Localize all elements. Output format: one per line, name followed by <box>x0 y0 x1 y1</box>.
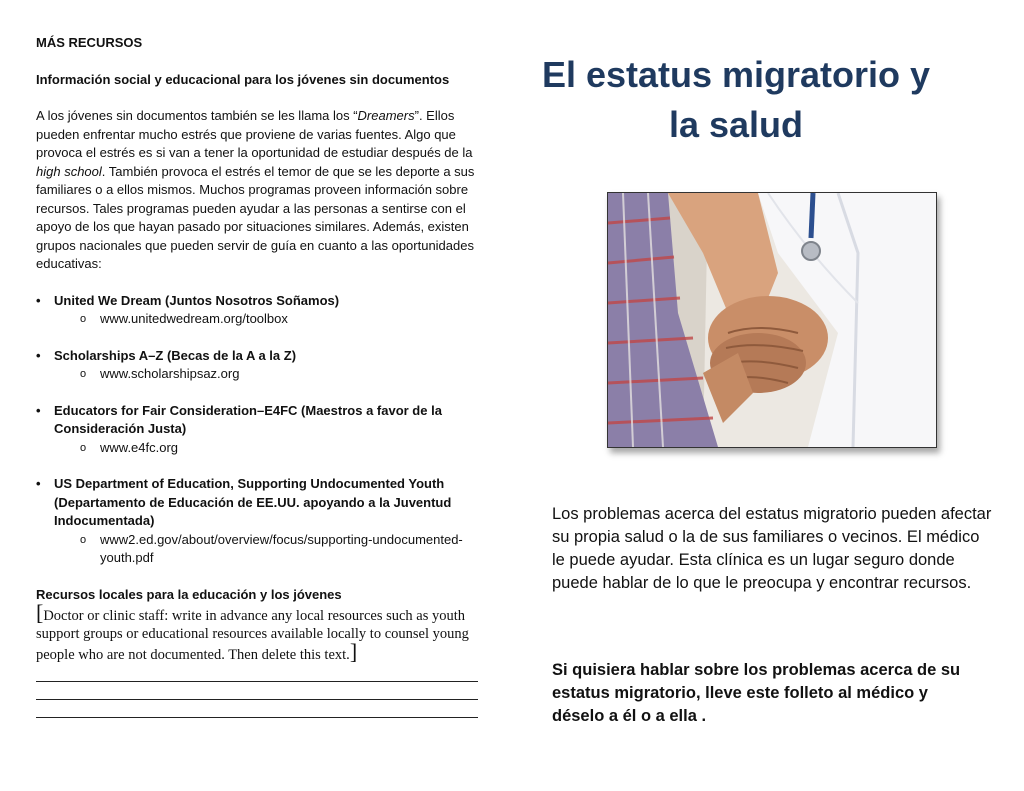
placeholder-instructions: [Doctor or clinic staff: write in advance any local resources such as youth support groups or educational resources available locally to counsel young people who are not documented. Then delete this text.] <box>36 600 469 664</box>
sub-bullet-icon: o <box>80 441 87 454</box>
sub-bullet-icon: o <box>80 368 87 380</box>
resource-item <box>36 347 482 384</box>
sub-bullet-icon: o <box>80 533 87 546</box>
resource-item <box>36 475 482 568</box>
sub-bullet-icon: o <box>80 313 87 325</box>
write-in-line[interactable] <box>36 664 478 682</box>
resource-name: Educators for Fair Consideration–E4FC (Maestros a favor de la Consideración Justa) <box>54 402 442 436</box>
bullet-icon: • <box>36 292 41 308</box>
bullet-icon: • <box>36 476 41 491</box>
local-resources-heading: Recursos locales para la educación y los jóvenes <box>36 586 342 602</box>
call-to-action: Si quisiera hablar sobre los problemas acerca de su estatus migratorio, lleve este folleto al médico y déselo a él o a ella . <box>552 661 961 725</box>
left-column <box>36 34 482 718</box>
bullet-icon: • <box>36 347 41 363</box>
brochure-title: El estatus migratorio y la salud <box>541 54 931 145</box>
section-heading: MÁS RECURSOS <box>36 35 143 50</box>
resource-url: www.e4fc.org <box>100 439 179 455</box>
resource-item <box>36 292 482 329</box>
resource-name: United We Dream (Juntos Nosotros Soñamos) <box>54 292 340 308</box>
intro-paragraph: A los jóvenes sin documentos también se les llama los “Dreamers”. Ellos pueden enfrentar mucho estrés que proviene de varias fuentes. Algo que provoca el estrés es si van a tener la oportunidad de estudiar después de la high school. También provoca el estrés el temor de que se les deporte a sus familiares o a ellos mismos. Muchos programas proveen información sobre recursos. Tales programas pueden ayudar a las personas a sentirse con el apoyo de los que hayan pasado por situaciones similares. Además, existen grupos nacionales que pueden servir de guía en cuanto a las oportunidades educativas: <box>36 108 475 271</box>
hands-photo <box>607 192 937 448</box>
resource-url: www.scholarshipsaz.org <box>100 366 240 381</box>
info-paragraph: Los problemas acerca del estatus migratorio pueden afectar su propia salud o la de sus familiares o vecinos. El médico le puede ayudar. Esta clínica es un lugar seguro donde puede hablar de lo que le preocupa y encontrar recursos. <box>552 505 992 592</box>
bullet-icon: • <box>36 402 41 418</box>
resource-item <box>36 402 482 458</box>
resource-list <box>36 292 482 568</box>
resource-name: US Department of Education, Supporting Undocumented Youth (Departamento de Educación de EE.UU. apoyando a la Juventud Indocumentada) <box>54 476 452 528</box>
high-school-term: high school <box>36 163 102 179</box>
resource-url: www2.ed.gov/about/overview/focus/supporting-undocumented-youth.pdf <box>100 531 463 565</box>
resource-url: www.unitedwedream.org/toolbox <box>100 311 288 326</box>
subheading: Información social y educacional para los jóvenes sin documentos <box>36 71 450 87</box>
write-in-line[interactable] <box>36 682 478 700</box>
right-column <box>540 50 980 150</box>
write-in-line[interactable] <box>36 700 478 718</box>
resource-name: Scholarships A–Z (Becas de la A a la Z) <box>54 347 297 363</box>
dreamers-term: Dreamers <box>357 108 415 123</box>
